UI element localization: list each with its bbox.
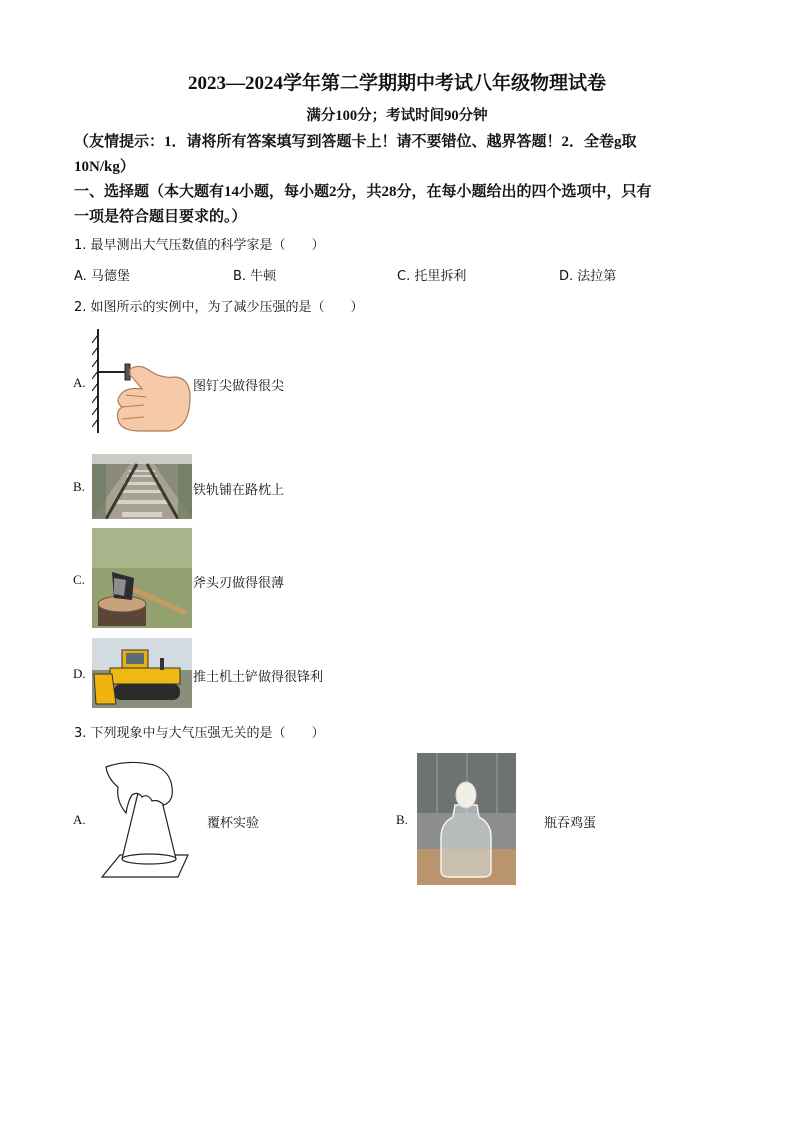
q1-option-a: A. 马德堡	[74, 269, 130, 284]
question-3-stem: 3. 下列现象中与大气压强无关的是（ ）	[74, 726, 325, 741]
q3-option-b-caption: 瓶吞鸡蛋	[544, 816, 597, 831]
section-heading-line-1: 一、选择题（本大题有14小题，每小题2分，共28分，在每小题给出的四个选项中，只有	[74, 184, 652, 200]
q2-option-b-letter: B.	[73, 479, 85, 494]
exam-subtitle: 满分100分；考试时间90分钟	[306, 108, 488, 124]
q2-option-a-caption: 图钉尖做得很尖	[193, 379, 285, 394]
q2-option-c-letter: C.	[73, 572, 85, 587]
q3-option-b-letter: B.	[396, 812, 408, 827]
q3-option-a-letter: A.	[73, 812, 86, 827]
section-heading-line-2: 一项是符合题目要求的。）	[74, 209, 247, 225]
q2-option-c-caption: 斧头刃做得很薄	[193, 576, 285, 591]
q3-option-a-caption: 覆杯实验	[207, 816, 260, 831]
q2-option-d-caption: 推土机土铲做得很锋利	[193, 670, 324, 685]
q2-option-d-letter: D.	[73, 666, 86, 681]
railway-track-photo	[92, 454, 192, 519]
hint-line-2: 10N/kg）	[74, 159, 135, 175]
question-1-stem: 1. 最早测出大气压数值的科学家是（ ）	[74, 238, 325, 253]
q2-option-b-caption: 铁轨铺在路枕上	[193, 483, 285, 498]
question-2-stem: 2. 如图所示的实例中，为了减少压强的是（ ）	[74, 300, 364, 315]
q1-option-c: C. 托里拆利	[397, 269, 467, 284]
hint-line-1: （友情提示：1．请将所有答案填写到答题卡上！请不要错位、越界答题！2．全卷g取	[74, 134, 637, 150]
q1-option-d: D. 法拉第	[559, 269, 617, 284]
q1-option-b: B. 牛顿	[233, 269, 277, 284]
egg-in-bottle-photo	[417, 753, 516, 885]
exam-title: 2023—2024学年第二学期期中考试八年级物理试卷	[187, 73, 606, 94]
inverted-cup-icon	[98, 757, 198, 882]
thumbtack-press-icon	[92, 327, 192, 437]
q2-option-a-letter: A.	[73, 375, 86, 390]
bulldozer-photo	[92, 638, 192, 708]
axe-in-stump-photo	[92, 528, 192, 628]
